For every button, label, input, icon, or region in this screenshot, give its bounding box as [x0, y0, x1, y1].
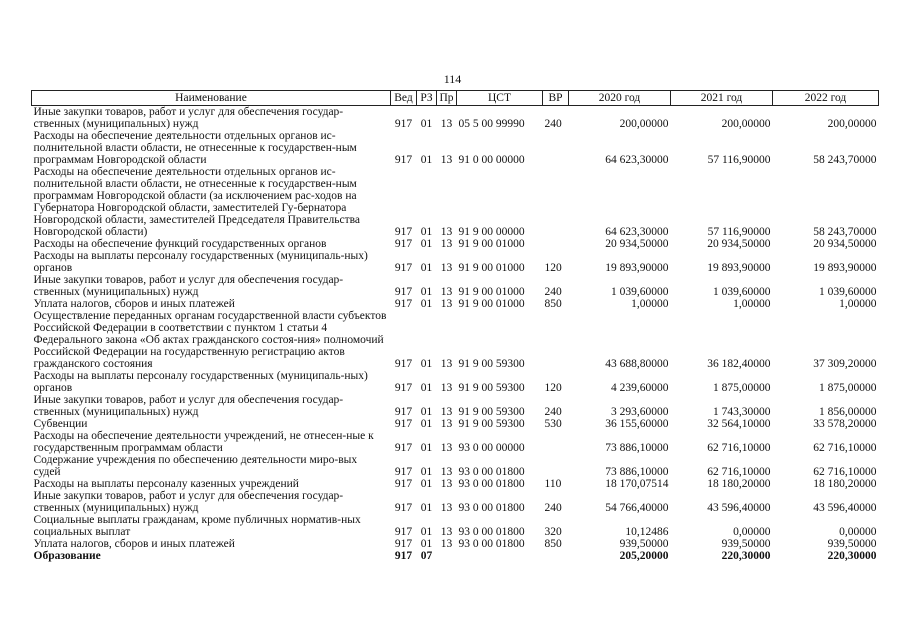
row-name: Расходы на выплаты персоналу государственных (муниципаль-ных) органов: [33, 370, 368, 394]
row-amount-2020: 18 170,07514: [605, 478, 669, 490]
row-amount-2020: 205,20000: [619, 550, 669, 562]
row-amount-2020: 36 155,60000: [605, 418, 669, 430]
row-amount-2022: 19 893,90000: [813, 262, 877, 274]
row-rz: 01: [420, 238, 433, 250]
row-pr: 13: [440, 238, 453, 250]
header-vr: ВР: [543, 91, 569, 106]
row-cst: 93 0 00 01800: [458, 466, 525, 478]
table-body: [32, 106, 879, 563]
row-pr: 13: [440, 466, 453, 478]
row-cst: 93 0 00 01800: [458, 478, 525, 490]
row-amount-2021: 62 716,10000: [707, 466, 771, 478]
row-vr: 240: [544, 406, 562, 418]
row-amount-2022: 939,50000: [827, 538, 877, 550]
row-amount-2022: 220,30000: [827, 550, 877, 562]
table-row: [32, 490, 879, 514]
row-amount-2022: 62 716,10000: [813, 442, 877, 454]
row-cst: 91 9 00 01000: [458, 238, 525, 250]
row-amount-2021: 18 180,20000: [707, 478, 771, 490]
row-rz: 01: [420, 298, 433, 310]
row-pr: 13: [440, 442, 453, 454]
header-2020: 2020 год: [569, 91, 671, 106]
row-name: Субвенции: [33, 418, 88, 430]
row-cst: 91 9 00 00000: [458, 226, 525, 238]
row-cst: 91 9 00 59300: [458, 382, 525, 394]
row-amount-2022: 58 243,70000: [813, 154, 877, 166]
row-name: Иные закупки товаров, работ и услуг для обеспечения государ-ственных (муниципальных) нужд: [33, 274, 344, 298]
row-amount-2021: 57 116,90000: [707, 226, 771, 238]
row-amount-2020: 10,12486: [625, 526, 669, 538]
row-cst: 91 9 00 59300: [458, 406, 525, 418]
row-name: Иные закупки товаров, работ и услуг для обеспечения государ-ственных (муниципальных) нужд: [33, 394, 344, 418]
row-pr: 13: [440, 382, 453, 394]
row-ved: 917: [394, 286, 413, 298]
row-vr: [543, 430, 569, 454]
row-amount-2021: 1 875,00000: [713, 382, 771, 394]
row-amount-2021: 36 182,40000: [707, 358, 771, 370]
row-name: Иные закупки товаров, работ и услуг для обеспечения государ-ственных (муниципальных) нужд: [33, 106, 344, 130]
row-cst: 91 9 00 59300: [458, 418, 525, 430]
row-name: Уплата налогов, сборов и иных платежей: [33, 298, 235, 310]
row-amount-2021: 220,30000: [721, 550, 771, 562]
row-cst: 91 9 00 01000: [458, 286, 525, 298]
row-ved: 917: [394, 526, 413, 538]
row-amount-2021: 1 039,60000: [713, 286, 771, 298]
table-row: [32, 238, 879, 250]
row-vr: [543, 130, 569, 166]
table-row: [32, 538, 879, 550]
row-ved: 917: [394, 442, 413, 454]
row-pr: 13: [440, 526, 453, 538]
row-cst: 93 0 00 01800: [458, 538, 525, 550]
row-name: Расходы на обеспечение деятельности отдельных органов ис-полнительной власти области, не отнесенные к государствен-ным программам Новгородской области: [33, 130, 357, 166]
table-row: [32, 418, 879, 430]
row-ved: 917: [394, 406, 413, 418]
row-ved: 917: [394, 154, 413, 166]
row-ved: 917: [394, 226, 413, 238]
row-amount-2020: 19 893,90000: [605, 262, 669, 274]
table-row: [32, 430, 879, 454]
row-pr: 13: [440, 358, 453, 370]
row-name: Содержание учреждения по обеспечению деятельности миро-вых судей: [33, 454, 358, 478]
row-amount-2021: 0,00000: [733, 526, 771, 538]
row-amount-2020: 20 934,50000: [605, 238, 669, 250]
row-vr: 530: [544, 418, 562, 430]
row-vr: 320: [544, 526, 562, 538]
row-ved: 917: [394, 550, 413, 562]
row-vr: 240: [544, 286, 562, 298]
row-amount-2022: 58 243,70000: [813, 226, 877, 238]
table-row: [32, 478, 879, 490]
row-amount-2022: 18 180,20000: [813, 478, 877, 490]
row-amount-2022: 20 934,50000: [813, 238, 877, 250]
table-row: [32, 394, 879, 418]
row-pr: 13: [440, 286, 453, 298]
row-vr: [543, 166, 569, 238]
row-amount-2022: 62 716,10000: [813, 466, 877, 478]
row-ved: 917: [394, 502, 413, 514]
table-header-row: [32, 91, 879, 106]
row-ved: 917: [394, 538, 413, 550]
table-row: [32, 106, 879, 131]
table-row: [32, 250, 879, 274]
row-amount-2022: 1 856,00000: [819, 406, 877, 418]
row-amount-2021: 939,50000: [721, 538, 771, 550]
row-rz: 07: [420, 550, 433, 562]
row-ved: 917: [394, 466, 413, 478]
row-amount-2021: 1 743,30000: [713, 406, 771, 418]
row-pr: [437, 550, 457, 562]
row-name: Расходы на обеспечение деятельности учреждений, не отнесен-ные к государственным программам области: [33, 430, 374, 454]
row-amount-2021: 20 934,50000: [707, 238, 771, 250]
header-name: Наименование: [32, 91, 391, 106]
header-cst: ЦСТ: [457, 91, 543, 106]
row-vr: 120: [544, 262, 562, 274]
row-ved: 917: [394, 262, 413, 274]
table-row: [32, 370, 879, 394]
row-vr: 850: [544, 538, 562, 550]
table-row: [32, 310, 879, 370]
row-cst: 93 0 00 00000: [458, 442, 525, 454]
row-amount-2021: 43 596,40000: [707, 502, 771, 514]
row-rz: 01: [420, 538, 433, 550]
row-rz: 01: [420, 502, 433, 514]
row-amount-2020: 54 766,40000: [605, 502, 669, 514]
row-rz: 01: [420, 226, 433, 238]
row-pr: 13: [440, 418, 453, 430]
row-rz: 01: [420, 526, 433, 538]
budget-table: [31, 90, 879, 562]
header-ved: Вед: [391, 91, 417, 106]
row-cst: 91 9 00 01000: [458, 298, 525, 310]
row-pr: 13: [440, 538, 453, 550]
row-vr: [543, 238, 569, 250]
header-rz: РЗ: [417, 91, 437, 106]
row-amount-2022: 200,00000: [827, 118, 877, 130]
row-name: Осуществление переданных органам государственной власти субъектов Российской Федерации в соответствии с пунктом 1 статьи 4 Федерального закона «Об актах гражданского состоя-ния» полномочий Российской Федерации на государственную регистрацию актов гражданского состояния: [33, 310, 387, 370]
row-vr: [543, 550, 569, 562]
row-amount-2021: 62 716,10000: [707, 442, 771, 454]
row-pr: 13: [440, 154, 453, 166]
row-rz: 01: [420, 382, 433, 394]
row-rz: 01: [420, 358, 433, 370]
row-ved: 917: [394, 238, 413, 250]
row-amount-2020: 73 886,10000: [605, 466, 669, 478]
row-rz: 01: [420, 442, 433, 454]
row-amount-2020: 43 688,80000: [605, 358, 669, 370]
row-pr: 13: [440, 118, 453, 130]
row-name: Расходы на обеспечение деятельности отдельных органов ис-полнительной власти области, не отнесенные к государствен-ным программам Новгородской области (за исключением рас-ходов на Губернатора Новгородской области, заместителей Гу-бернатора Новгородской области, заместителей Председателя Правительства Новгородской области): [33, 166, 360, 238]
row-amount-2021: 1,00000: [733, 298, 771, 310]
table-row: [32, 130, 879, 166]
row-amount-2020: 1 039,60000: [611, 286, 669, 298]
row-amount-2022: 37 309,20000: [813, 358, 877, 370]
row-cst: 91 9 00 01000: [458, 262, 525, 274]
row-name: Расходы на выплаты персоналу казенных учреждений: [33, 478, 299, 490]
row-name: Иные закупки товаров, работ и услуг для обеспечения государ-ственных (муниципальных) нужд: [33, 490, 344, 514]
row-cst: 91 9 00 59300: [458, 358, 525, 370]
row-rz: 01: [420, 118, 433, 130]
row-pr: 13: [440, 502, 453, 514]
row-vr: 850: [544, 298, 562, 310]
row-vr: 120: [544, 382, 562, 394]
row-rz: 01: [420, 286, 433, 298]
row-cst: 93 0 00 01800: [458, 526, 525, 538]
row-amount-2021: 200,00000: [721, 118, 771, 130]
row-amount-2022: 33 578,20000: [813, 418, 877, 430]
row-name: Образование: [33, 550, 101, 562]
row-rz: 01: [420, 262, 433, 274]
row-amount-2021: 57 116,90000: [707, 154, 771, 166]
row-name: Расходы на выплаты персоналу государственных (муниципаль-ных) органов: [33, 250, 368, 274]
row-amount-2020: 3 293,60000: [611, 406, 669, 418]
row-ved: 917: [394, 298, 413, 310]
row-name: Социальные выплаты гражданам, кроме публичных норматив-ных социальных выплат: [33, 514, 361, 538]
row-rz: 01: [420, 466, 433, 478]
table-row: [32, 274, 879, 298]
table-row: [32, 166, 879, 238]
row-pr: 13: [440, 478, 453, 490]
row-amount-2020: 1,00000: [631, 298, 669, 310]
row-rz: 01: [420, 418, 433, 430]
row-vr: 240: [544, 502, 562, 514]
row-vr: [543, 310, 569, 370]
row-pr: 13: [440, 406, 453, 418]
row-ved: 917: [394, 382, 413, 394]
row-ved: 917: [394, 418, 413, 430]
row-cst: 93 0 00 01800: [458, 502, 525, 514]
row-ved: 917: [394, 358, 413, 370]
table-row: [32, 514, 879, 538]
row-ved: 917: [394, 118, 413, 130]
page-number: 114: [443, 72, 462, 86]
row-amount-2020: 200,00000: [619, 118, 669, 130]
row-pr: 13: [440, 262, 453, 274]
row-rz: 01: [420, 406, 433, 418]
row-rz: 01: [420, 154, 433, 166]
row-amount-2020: 64 623,30000: [605, 226, 669, 238]
header-2021: 2021 год: [671, 91, 773, 106]
row-amount-2020: 64 623,30000: [605, 154, 669, 166]
table-row: [32, 550, 879, 562]
row-cst: 91 0 00 00000: [458, 154, 525, 166]
row-amount-2020: 73 886,10000: [605, 442, 669, 454]
row-cst: 05 5 00 99990: [458, 118, 525, 130]
row-amount-2020: 939,50000: [619, 538, 669, 550]
row-ved: 917: [394, 478, 413, 490]
row-cst: [457, 550, 543, 562]
row-amount-2022: 1,00000: [839, 298, 877, 310]
row-name: Расходы на обеспечение функций государственных органов: [33, 238, 327, 250]
table-row: [32, 454, 879, 478]
row-amount-2022: 1 875,00000: [819, 382, 877, 394]
header-2022: 2022 год: [773, 91, 879, 106]
row-amount-2022: 43 596,40000: [813, 502, 877, 514]
row-amount-2022: 1 039,60000: [819, 286, 877, 298]
row-pr: 13: [440, 226, 453, 238]
row-name: Уплата налогов, сборов и иных платежей: [33, 538, 235, 550]
row-vr: 110: [544, 478, 562, 490]
row-pr: 13: [440, 298, 453, 310]
table-row: [32, 298, 879, 310]
row-amount-2022: 0,00000: [839, 526, 877, 538]
header-pr: Пр: [437, 91, 457, 106]
row-amount-2020: 4 239,60000: [611, 382, 669, 394]
row-vr: 240: [544, 118, 562, 130]
row-rz: 01: [420, 478, 433, 490]
row-amount-2021: 19 893,90000: [707, 262, 771, 274]
row-vr: [543, 454, 569, 478]
row-amount-2021: 32 564,10000: [707, 418, 771, 430]
